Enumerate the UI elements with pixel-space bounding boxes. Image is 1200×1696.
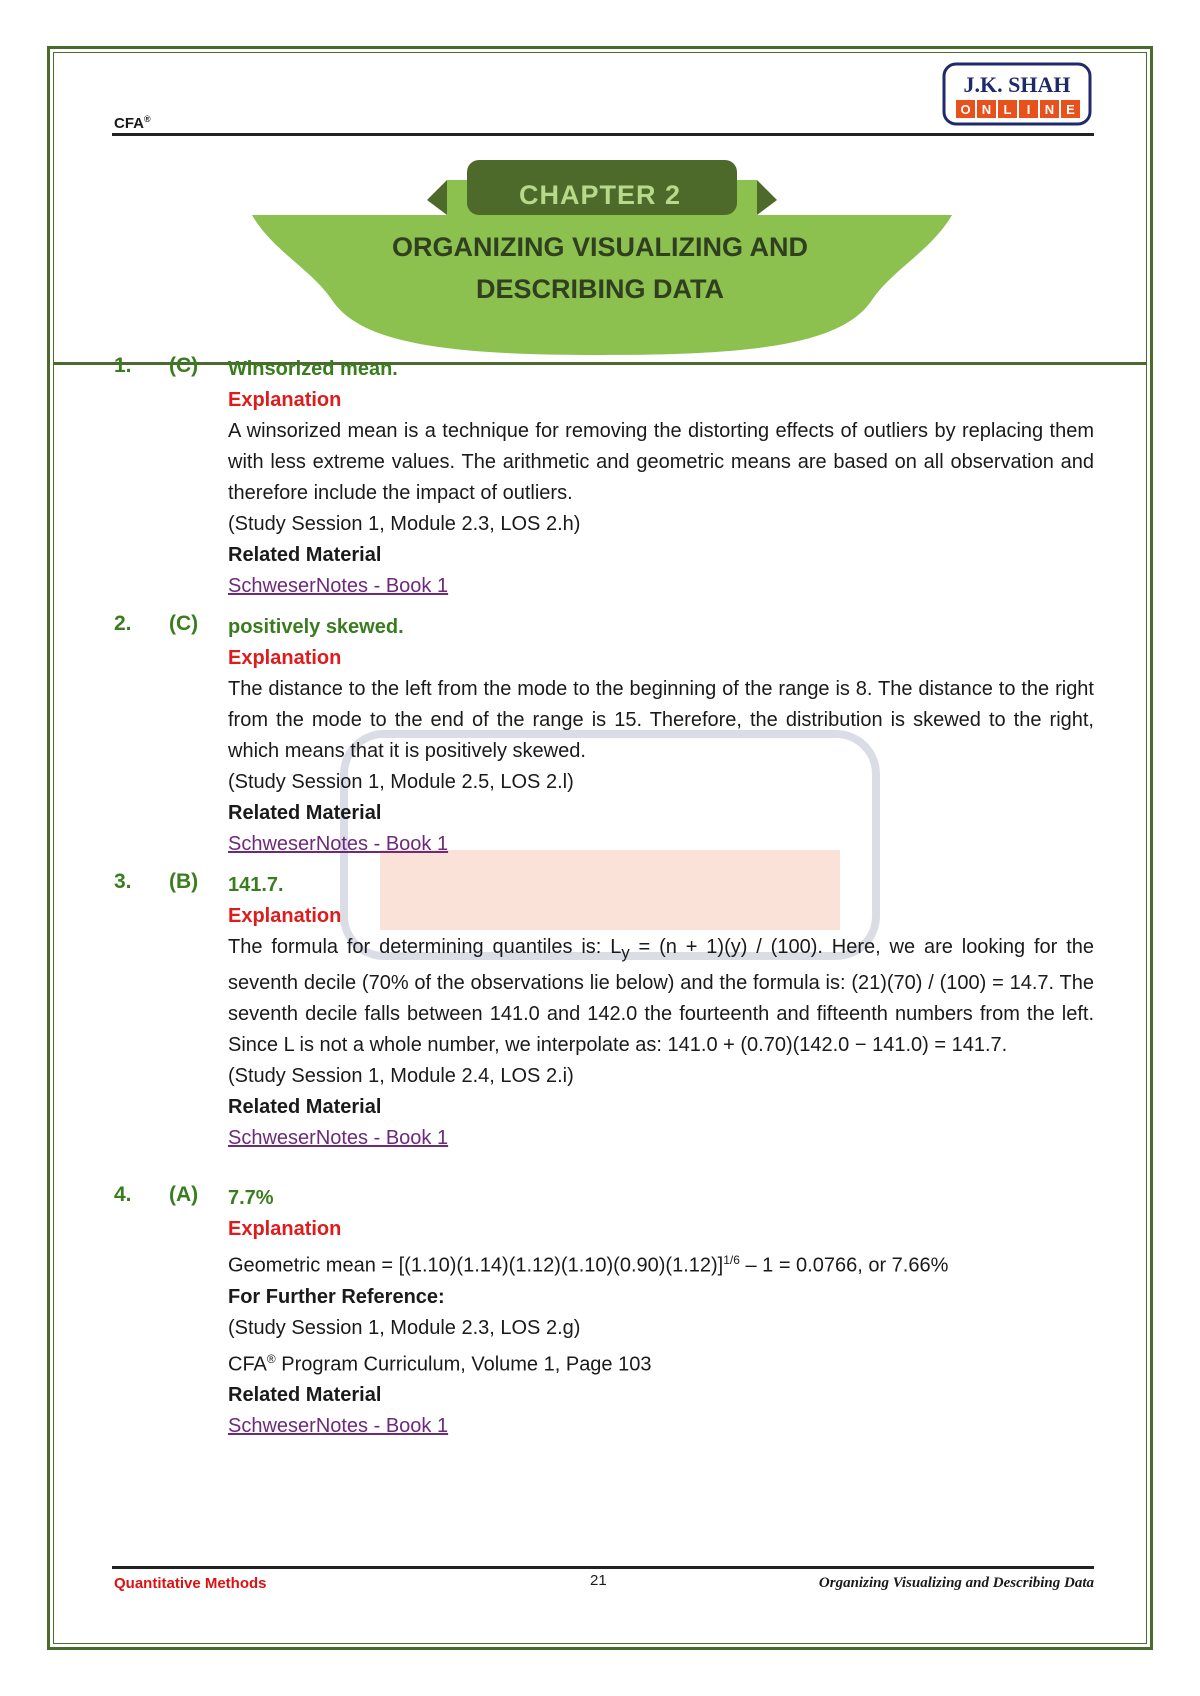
related-material-heading: Related Material [228,1384,382,1407]
question-option: (A) [169,1183,199,1206]
study-reference: (Study Session 1, Module 2.3, LOS 2.g) [228,1316,581,1339]
related-material-heading: Related Material [228,544,382,566]
banner-fold-right [757,180,777,215]
footer-rule [112,1566,1094,1569]
schweser-notes-link[interactable]: SchweserNotes - Book 1 [228,1415,449,1438]
study-reference: (Study Session 1, Module 2.3, LOS 2.h) [228,513,581,535]
explanation-heading: Explanation [228,905,342,927]
logo-letter: N [1044,102,1055,117]
study-reference: (Study Session 1, Module 2.4, LOS 2.i) [228,1065,574,1087]
question-option: (B) [169,870,199,893]
chapter-label: CHAPTER 2 [518,180,682,210]
schweser-notes-link[interactable]: SchweserNotes - Book 1 [228,575,449,597]
related-material-heading: Related Material [228,802,382,824]
further-reference-heading: For Further Reference: [228,1285,445,1308]
answer-text: positively skewed. [228,616,404,638]
logo-letter: L [1003,102,1012,117]
explanation-text: The formula for determining quantiles is: $L_y = (n + 1)(y) / (100)$. Here, we are looking for the seventh decile (70% of the observations lie below) and the formula is: (21)(70) / (100) = 14.7. The seventh decile falls between 141.0 and 142.0 the fourteenth and fifteenth numbers from the left. Since L is not a whole number, we interpolate as: 141.0 + (0.70)(142.0 − 141.0) = 141.7. [228,936,1094,1056]
logo-letter: I [1026,102,1031,117]
answer-text: 141.7. [228,874,284,896]
logo-letter: E [1066,102,1075,117]
logo-letter: N [981,102,992,117]
explanation-heading: Explanation [228,1218,342,1240]
page-number: 21 [590,1572,607,1589]
study-reference: (Study Session 1, Module 2.5, LOS 2.l) [228,771,574,793]
question-number: 2. [114,612,132,635]
curriculum-reference: CFA® Program Curriculum, Volume 1, Page 103 [228,1351,652,1376]
header-rule [112,133,1094,136]
question-number: 4. [114,1183,132,1206]
answer-text: Winsorized mean. [228,358,398,380]
answer-text: 7.7% [228,1187,274,1209]
question-option: (C) [169,354,199,377]
logo-top-text: J.K. SHAH [963,72,1071,97]
footer-chapter-title: Organizing Visualizing and Describing Data [818,1575,1094,1591]
explanation-text: The distance to the left from the mode to the beginning of the range is 8. The distance to the right from the mode to the end of the range is 15. Therefore, the distribution is skewed to the right, which means that it is positively skewed. [228,678,1094,762]
footer-subject: Quantitative Methods [114,1575,267,1592]
chapter-title-line2: DESCRIBING DATA [476,274,724,304]
question-number: 1. [114,354,132,377]
schweser-notes-link[interactable]: SchweserNotes - Book 1 [228,1127,449,1149]
header-label: CFA® [114,114,151,132]
explanation-heading: Explanation [228,389,342,411]
explanation-text: A winsorized mean is a technique for removing the distorting effects of outliers by replacing them with less extreme values. The arithmetic and geometric means are based on all observation and therefore include the impact of outliers. [228,420,1094,504]
chapter-title-line1: ORGANIZING VISUALIZING AND [392,232,808,262]
question-number: 3. [114,870,132,893]
banner-fold-left [427,180,447,215]
geometric-mean-formula: Geometric mean = $[(1.10)(1.14)(1.12)(1.10)(0.90)(1.12)]^{1/6} - 1 = 0.0766$, or 7.66% [228,1253,949,1277]
explanation-heading: Explanation [228,647,342,669]
question-option: (C) [169,612,199,635]
jk-shah-logo [942,62,1092,126]
logo-letter: O [960,102,971,117]
schweser-notes-link[interactable]: SchweserNotes - Book 1 [228,833,449,855]
related-material-heading: Related Material [228,1096,382,1118]
